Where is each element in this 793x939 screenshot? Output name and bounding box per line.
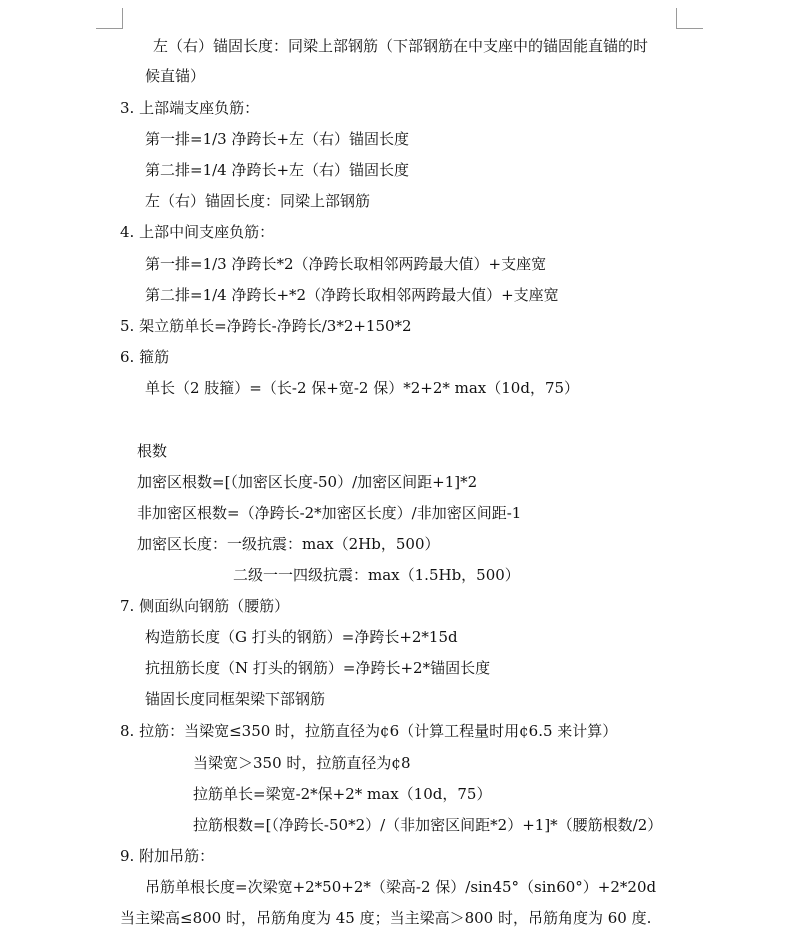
text-line: 抗扭筋长度（N 打头的钢筋）=净跨长+2*锚固长度 (145, 659, 491, 677)
text-line: 根数 (137, 442, 168, 460)
text-line: 加密区根数=[（加密区长度-50）/加密区间距+1]*2 (137, 473, 478, 491)
text-line: 构造筋长度（G 打头的钢筋）=净跨长+2*15d (145, 628, 458, 646)
crop-mark-right (676, 8, 703, 29)
text-line: 第二排=1/4 净跨长+*2（净跨长取相邻两跨最大值）+支座宽 (145, 286, 559, 304)
text-line: 吊筋单根长度=次梁宽+2*50+2*（梁高-2 保）/sin45°（sin60°）+2*20d (145, 878, 657, 896)
text-line: 当主梁高≤800 时，吊筋角度为 45 度；当主梁高＞800 时，吊筋角度为 60 度. (120, 909, 652, 927)
text-line: 加密区长度：一级抗震：max（2Hb，500） (137, 535, 440, 553)
section-heading: 4. 上部中间支座负筋： (120, 223, 275, 241)
text-line: 第二排=1/4 净跨长+左（右）锚固长度 (145, 161, 410, 179)
section-heading: 7. 侧面纵向钢筋（腰筋） (120, 597, 290, 615)
text-line: 二级一一四级抗震：max（1.5Hb，500） (233, 566, 520, 584)
text-line: 拉筋根数=[（净跨长-50*2）/（非加密区间距*2）+1]*（腰筋根数/2） (193, 816, 663, 834)
crop-mark-left (96, 8, 123, 29)
section-heading: 5. 架立筋单长=净跨长-净跨长/3*2+150*2 (120, 317, 412, 335)
section-heading: 3. 上部端支座负筋： (120, 99, 260, 117)
text-line: 拉筋单长=梁宽-2*保+2* max（10d，75） (193, 785, 492, 803)
text-line: 候直锚） (145, 67, 206, 85)
text-line: 左（右）锚固长度：同梁上部钢筋（下部钢筋在中支座中的锚固能直锚的时 (153, 37, 649, 55)
section-heading: 6. 箍筋 (120, 348, 170, 366)
text-line: 第一排=1/3 净跨长*2（净跨长取相邻两跨最大值）+支座宽 (145, 255, 547, 273)
text-line: 第一排=1/3 净跨长+左（右）锚固长度 (145, 130, 410, 148)
section-heading: 9. 附加吊筋： (120, 847, 215, 865)
text-line: 当梁宽＞350 时，拉筋直径为¢8 (193, 754, 411, 772)
text-line: 左（右）锚固长度：同梁上部钢筋 (145, 192, 371, 210)
text-line: 单长（2 肢箍）=（长-2 保+宽-2 保）*2+2* max（10d，75） (145, 379, 580, 397)
section-heading: 8. 拉筋：当梁宽≤350 时，拉筋直径为¢6（计算工程量时用¢6.5 来计算） (120, 722, 618, 740)
text-line: 锚固长度同框架梁下部钢筋 (145, 690, 326, 708)
text-line: 非加密区根数=（净跨长-2*加密区长度）/非加密区间距-1 (137, 504, 522, 522)
